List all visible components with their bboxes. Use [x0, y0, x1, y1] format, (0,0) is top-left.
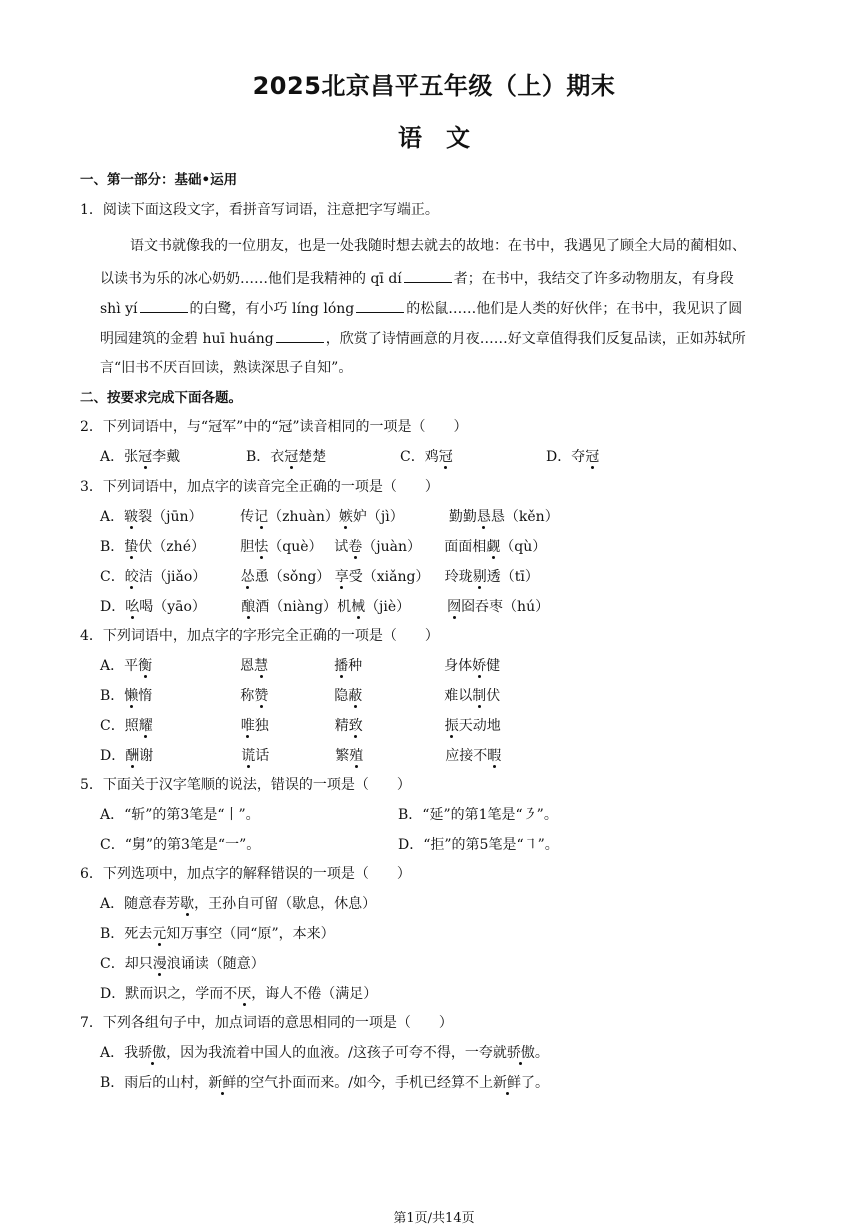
- option-label: D．: [100, 748, 126, 764]
- dotted-char: 蔽: [348, 688, 363, 704]
- option-word: [241, 567, 335, 587]
- text-span: 应接不: [445, 748, 488, 764]
- option-label: C．: [100, 569, 125, 585]
- page-number: 第1页/共14页: [393, 1211, 475, 1226]
- text-span: 伏（zhé）: [138, 539, 205, 555]
- q6-option-b[interactable]: [100, 924, 335, 944]
- dotted-char: 皎: [124, 569, 139, 585]
- option-word: [240, 537, 334, 557]
- text-span: 以读书为乐的冰心奶奶……他们是我精神的 qī dí: [100, 271, 402, 287]
- text-span: 试: [334, 539, 349, 555]
- q5-option-a[interactable]: A．“斩”的第3笔是“丨”。: [100, 807, 260, 823]
- text-span: 话: [255, 748, 270, 764]
- dotted-char: 制: [472, 688, 487, 704]
- q1-stem: 1．阅读下面这段文字，看拼音写词语，注意把字写端正。: [80, 202, 439, 218]
- text-span: ，欣赏了诗情画意的月夜……好文章值得我们反复品读，正如苏轼所: [325, 331, 746, 347]
- text-span: 受（xiǎng）: [348, 569, 430, 585]
- q2-option-d[interactable]: [546, 447, 599, 467]
- text-span: （jiè）: [365, 599, 411, 615]
- answer-blank[interactable]: [276, 328, 324, 343]
- text-span: 裂（jūn）: [138, 509, 203, 525]
- option-word: [124, 656, 240, 676]
- text-span: 楚楚: [298, 449, 327, 465]
- dotted-char: 谎: [241, 748, 256, 764]
- option-word: [339, 507, 449, 527]
- text-span: 明园建筑的金碧 huī huáng: [100, 331, 274, 347]
- text-span: 了。: [521, 1075, 550, 1091]
- option-word: [444, 656, 500, 676]
- dotted-char: 觑: [486, 539, 501, 555]
- dotted-char: 冠: [138, 449, 153, 465]
- q4-option-a[interactable]: [100, 656, 500, 676]
- text-span: 称: [240, 688, 255, 704]
- text-span: 勤勤: [448, 509, 477, 525]
- dotted-char: 记: [254, 509, 269, 525]
- text-span: 洁（jiǎo）: [138, 569, 207, 585]
- option-word: [240, 656, 334, 676]
- q7-option-b[interactable]: [100, 1073, 549, 1093]
- dotted-char: 蛰: [124, 539, 139, 555]
- dotted-char: 怯: [254, 539, 269, 555]
- dotted-char: 酿: [241, 599, 256, 615]
- q5-option-d[interactable]: D．“拒”的第5笔是“㇕”。: [398, 837, 559, 853]
- option-word: [335, 746, 445, 766]
- option-label: D．: [100, 599, 126, 615]
- section2-heading: 二、按要求完成下面各题。: [80, 390, 242, 406]
- q4-stem: 4．下列词语中，加点字的字形完全正确的一项是（ ）: [80, 628, 439, 644]
- option-word: [124, 686, 240, 706]
- text-span: 者；在书中，我结交了许多动物朋友，有身段: [453, 271, 734, 287]
- option-word: [447, 597, 549, 617]
- text-span: 照: [124, 718, 139, 734]
- dotted-char: 享: [334, 569, 349, 585]
- text-span: 平: [124, 658, 139, 674]
- q1-para-line-1: 语文书就像我的一位朋友，也是一处我随时想去就去的故地：在书中，我遇见了顾全大局的蔺相如、: [130, 238, 746, 254]
- option-label: B．: [100, 539, 125, 555]
- text-span: 浪诵读（随意）: [166, 956, 265, 972]
- q3-stem: 3．下列词语中，加点字的读音完全正确的一项是（ ）: [80, 479, 439, 495]
- dotted-char: 振: [444, 718, 459, 734]
- text-span: 独: [254, 718, 269, 734]
- dotted-char: 懒: [124, 688, 139, 704]
- dotted-word: 骄傲: [506, 1045, 535, 1061]
- option-word: [445, 716, 501, 736]
- dotted-char: 冠: [438, 449, 453, 465]
- q6-stem: 6．下列选项中，加点字的解释错误的一项是（ ）: [80, 866, 411, 882]
- option-word: [334, 686, 444, 706]
- text-span: 传: [240, 509, 255, 525]
- text-span: 恳（kěn）: [490, 509, 559, 525]
- q3-option-a[interactable]: [100, 507, 559, 527]
- dotted-char: 冠: [585, 449, 600, 465]
- option-label: A．: [100, 658, 125, 674]
- q1-para-line-2: [100, 268, 734, 289]
- text-span: D．夺: [546, 449, 586, 465]
- q4-option-b[interactable]: [100, 686, 500, 706]
- q5-stem: 5．下面关于汉字笔顺的说法，错误的一项是（ ）: [80, 777, 411, 793]
- text-span: 酒（niàng）: [255, 599, 338, 615]
- dotted-char: 歇: [180, 896, 195, 912]
- text-span: 。: [534, 1045, 549, 1061]
- dotted-char: 播: [334, 658, 349, 674]
- text-span: 健: [486, 658, 501, 674]
- option-word: [125, 716, 241, 736]
- text-span: 囵吞枣（hú）: [461, 599, 550, 615]
- dotted-char: 耀: [138, 718, 153, 734]
- text-span: shì yí: [100, 301, 138, 317]
- text-span: ，王孙自可留（歇息，休息）: [194, 896, 377, 912]
- answer-blank[interactable]: [404, 268, 452, 283]
- text-span: 的白鹭，有小巧 líng lóng: [189, 301, 355, 317]
- dotted-char: 殖: [349, 748, 364, 764]
- text-span: A．我: [100, 1045, 139, 1061]
- text-span: 繁: [335, 748, 350, 764]
- text-span: 精: [334, 718, 349, 734]
- text-span: 身体: [444, 658, 473, 674]
- text-span: A．张: [100, 449, 139, 465]
- q6-option-d[interactable]: [100, 984, 377, 1004]
- dotted-char: 致: [348, 718, 363, 734]
- text-span: （què）: [268, 539, 323, 555]
- dotted-word: 骄傲: [138, 1045, 167, 1061]
- dotted-char: 皲: [124, 509, 139, 525]
- option-label: A．: [100, 509, 125, 525]
- text-span: B．雨后的山村，: [100, 1075, 209, 1091]
- q3-option-c[interactable]: [100, 567, 539, 587]
- text-span: 玲珑: [444, 569, 473, 585]
- text-span: ，诲人不倦（满足）: [251, 986, 378, 1002]
- answer-blank[interactable]: [140, 298, 188, 313]
- dotted-char: 怂: [240, 569, 255, 585]
- q4-option-d[interactable]: [100, 746, 501, 766]
- q3-option-d[interactable]: [100, 597, 549, 617]
- q2-options: [100, 447, 599, 467]
- q7-option-a[interactable]: [100, 1043, 549, 1063]
- dotted-char: 剔: [472, 569, 487, 585]
- text-span: ，因为我流着中国人的血液。/这孩子可夸不得，一夸就: [166, 1045, 507, 1061]
- q4-option-c[interactable]: [100, 716, 501, 736]
- text-span: 恩: [240, 658, 255, 674]
- text-span: 面面相: [444, 539, 487, 555]
- text-span: B．死去: [100, 926, 153, 942]
- section1-heading: 一、第一部分：基础•运用: [80, 172, 238, 188]
- q5-option-c[interactable]: C．“舅”的第3笔是“一”。: [100, 837, 261, 853]
- q5-option-b[interactable]: B．“延”的第1笔是“㇋”。: [398, 807, 558, 823]
- text-span: A．随意春芳: [100, 896, 181, 912]
- dotted-char: 恳: [476, 509, 491, 525]
- dotted-char: 赞: [254, 688, 269, 704]
- option-word: [444, 686, 500, 706]
- option-word: [445, 746, 501, 766]
- q7-stem: 7．下列各组句子中，加点词语的意思相同的一项是（ ）: [80, 1015, 453, 1031]
- dotted-char: 元: [152, 926, 167, 942]
- text-span: 的松鼠……他们是人类的好伙伴；在书中，我见识了圆: [406, 301, 743, 317]
- q2-option-a[interactable]: [100, 447, 246, 467]
- option-word: [125, 597, 241, 617]
- q1-para-line-3: [100, 298, 742, 319]
- option-word: [125, 746, 241, 766]
- text-span: 难以: [444, 688, 473, 704]
- text-span: 透（tī）: [486, 569, 539, 585]
- dotted-char: 漫: [152, 956, 167, 972]
- q3-option-b[interactable]: [100, 537, 546, 557]
- dotted-char: 唯: [240, 718, 255, 734]
- text-span: 谢: [139, 748, 154, 764]
- answer-blank[interactable]: [356, 298, 404, 313]
- option-word: [241, 597, 337, 617]
- dotted-char: 嫉: [338, 509, 353, 525]
- exam-title: 2025北京昌平五年级（上）期末: [252, 72, 616, 100]
- q1-para-line-5: 言“旧书不厌百回读，熟读深思子自知”。: [100, 360, 353, 376]
- text-span: 的空气扑面而来。/如今，手机已经算不上: [236, 1075, 494, 1091]
- option-word: [240, 507, 339, 527]
- q6-option-c[interactable]: [100, 954, 265, 974]
- dotted-char: 娇: [472, 658, 487, 674]
- subject-title: 语 文: [398, 124, 470, 152]
- text-span: C．鸡: [400, 449, 439, 465]
- text-span: B．衣: [246, 449, 285, 465]
- text-span: （qù）: [500, 539, 547, 555]
- option-word: [449, 507, 559, 527]
- dotted-char: 吆: [125, 599, 140, 615]
- text-span: （zhuàn）: [268, 509, 339, 525]
- option-word: [241, 746, 335, 766]
- dotted-char: 冠: [284, 449, 299, 465]
- q6-option-a[interactable]: [100, 894, 376, 914]
- text-span: 李戴: [152, 449, 181, 465]
- option-word: [240, 686, 334, 706]
- option-word: [241, 716, 335, 736]
- dotted-word: 新鲜: [493, 1075, 522, 1091]
- option-label: B．: [100, 688, 125, 704]
- dotted-char: 囫: [447, 599, 462, 615]
- text-span: C．却只: [100, 956, 153, 972]
- dotted-char: 酬: [125, 748, 140, 764]
- text-span: 机: [337, 599, 352, 615]
- text-span: 天动地: [458, 718, 501, 734]
- option-word: [335, 716, 445, 736]
- option-word: [124, 507, 240, 527]
- dotted-char: 卷: [348, 539, 363, 555]
- option-word: [334, 537, 444, 557]
- text-span: 惰: [138, 688, 153, 704]
- text-span: 妒（jì）: [352, 509, 404, 525]
- text-span: 知万事空（同“原”，本来）: [166, 926, 335, 942]
- dotted-char: 械: [351, 599, 366, 615]
- text-span: 隐: [334, 688, 349, 704]
- q1-para-line-4: [100, 328, 746, 349]
- option-word: [125, 567, 241, 587]
- option-word: [334, 656, 444, 676]
- option-label: C．: [100, 718, 125, 734]
- dotted-char: 慧: [254, 658, 269, 674]
- text-span: 伏: [486, 688, 501, 704]
- option-word: [124, 537, 240, 557]
- text-span: （juàn）: [362, 539, 422, 555]
- q2-stem: 2．下列词语中，与“冠军”中的“冠”读音相同的一项是（ ）: [80, 419, 468, 435]
- text-span: 喝（yāo）: [139, 599, 206, 615]
- dotted-char: 衡: [138, 658, 153, 674]
- text-span: 胆: [240, 539, 255, 555]
- dotted-word: 新鲜: [208, 1075, 237, 1091]
- option-word: [445, 567, 539, 587]
- text-span: 恿（sǒng）: [254, 569, 331, 585]
- option-word: [337, 597, 447, 617]
- dotted-char: 暇: [487, 748, 502, 764]
- text-span: 种: [348, 658, 363, 674]
- q2-option-c[interactable]: [400, 447, 546, 467]
- dotted-char: 厌: [237, 986, 252, 1002]
- q2-option-b[interactable]: [246, 447, 400, 467]
- option-word: [335, 567, 445, 587]
- text-span: D．默而识之，学而不: [100, 986, 238, 1002]
- option-word: [444, 537, 546, 557]
